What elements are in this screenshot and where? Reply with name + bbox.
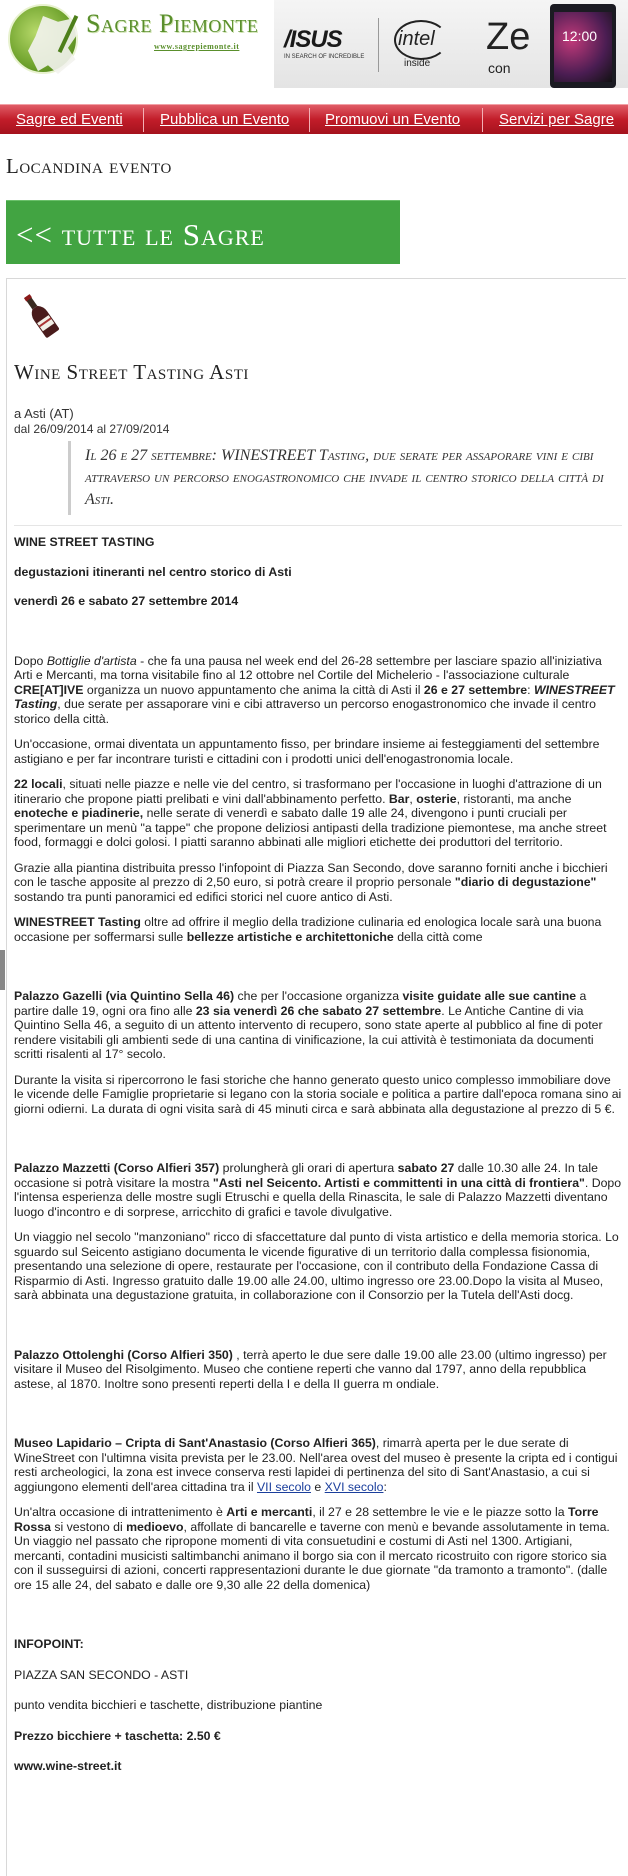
site-header bbox=[0, 0, 628, 92]
ad-con-text: con bbox=[488, 60, 511, 76]
ad-asus-tagline: IN SEARCH OF INCREDIBLE bbox=[284, 54, 365, 60]
event-website-link[interactable]: www.wine-street.it bbox=[14, 1759, 122, 1773]
site-logo-icon[interactable] bbox=[8, 4, 78, 74]
main-nav bbox=[0, 104, 628, 134]
paragraph-bellezze: WINESTREET Tasting oltre ad offrire il meglio della tradizione culinaria ed enologica locale sarà una buona occasione per soffermarsi sulle bellezze artistiche e architettoniche della città come bbox=[14, 915, 602, 944]
paragraph-locali: 22 locali, situati nelle piazze e nelle vie del centro, si trasformano per l'occasione in luoghi d'attrazione di un itinerario che propone piatti prelibati e vini dall'abbinamento perfetto. Bar, osterie, ristoranti, ma anche enoteche e piadinerie, nelle serate di venerdì e sabato dalle 19 alle 24, divengono i punti cruciali per sperimentare un menù "a tappe" che propone deliziosi antipasti della tradizione piemontese, ma anche street food, formaggi e dolci golosi. I piatti saranno abbinati alle migliori etichette dei produttori del territorio. bbox=[14, 777, 607, 849]
paragraph-palazzo-mazzetti: Palazzo Mazzetti (Corso Alfieri 357) prolungherà gli orari di apertura sabato 27 dalle 10.30 alle 24. In tale occasione si potrà visitare la mostra "Asti nel Seicento. Artisti e committenti in una città di frontiera". Dopo l'intensa esperienza delle mostre sugli Etruschi e quella della Rinascita, le sale di Palazzo Mazzetti diventano luogo d'incontro e di sorprese, arricchito di grafici e tavole divulgative. bbox=[14, 1161, 622, 1219]
ad-asus-logo: /ISUS bbox=[284, 26, 342, 53]
nav-item-sagre[interactable]: Sagre ed Eventi bbox=[16, 111, 123, 128]
paragraph-piantina: Grazie alla piantina distribuita presso l'infopoint di Piazza San Secondo, dove saranno forniti anche i bicchieri con le tasche apposite al prezzo di 2,50 euro, si potrà creare il proprio personale "diario di degustazione" sostando tra punti panoramici ed edifici storici nel cuore antico di Asti. bbox=[14, 860, 608, 904]
paragraph-museo-lapidario: Museo Lapidario – Cripta di Sant'Anastasio (Corso Alfieri 365), rimarrà aperta per le due serate di WineStreet con l'ultimna visita prevista per le 23.00. Nell'area ovest del museo è presente la cripta ed i contigui resti archeologici, la zona est invece conserva resti lapidei di pertinenza del sito di Sant'Anastasio, a cui si aggiungono elementi dell'area cittadina tra il VII secolo e XVI secolo: bbox=[14, 1436, 618, 1494]
paragraph-visita: Durante la visita si ripercorrono le fasi storiche che hanno generato questo unico complesso immobiliare dove le vicende delle Famiglie proprietarie si legano con la storia sociale e politica a partire dall'epoca romana sino ai giorni odierni. La durata di ogni visita sarà di 45 minuti circa e sarà abbinata alla degustazione al prezzo di 5 €. bbox=[14, 1072, 622, 1116]
paragraph-arti-mercanti: Un'altra occasione di intrattenimento è Arti e mercanti, il 27 e 28 settembre le vie e le piazze sotto la Torre Rossa si vestono di medioevo, affollate di bancarelle e taverne con menù e bevande assolutamente in tema. Un viaggio nel passato che ripropone momenti di vita consuetudini e costumi di Asti nel 1300. Artigiani, mercanti, contadini musicisti saltimbanchi animano il borgo sia con il mercato ricostruito con rigore storico sia con il susseguirsi di azioni, concerti rappresentazioni durante le due giornate "da tramonto a tramonto". (dalle ore 15 alle 24, del sabato e dalle ore 9,30 alle 22 della domenica) bbox=[14, 1505, 610, 1592]
banner-ad[interactable] bbox=[274, 0, 628, 88]
ad-divider bbox=[378, 18, 379, 72]
paragraph-palazzo-gazelli: Palazzo Gazelli (via Quintino Sella 46) che per l'occasione organizza visite guidate alle sue cantine a partire dalle 19, ogni ora fino alle 23 sia venerdì 26 che sabato 27 settembre. Le Antiche Cantine di via Quintino Sella 46, a seguito di un attento intervento di recupero, sono state aperte al pubblico al fine di poter rendere visitabili gli ambienti sede di una cantina di vinificazione, la cui attività è testimoniata da documenti scritti risalenti al 17° secolo. bbox=[14, 989, 603, 1061]
site-url-link[interactable]: www.sagrepiemonte.it bbox=[154, 42, 240, 51]
paragraph-seicento: Un viaggio nel secolo "manzoniano" ricco di sfaccettature dal punto di vista artistico e della memoria storica. Lo sguardo sul Seicento astigiano documenta le vicende figurative di un territorio dalla complessa fisionomia, presentando una selezione di opere, restaurate per l'occasione, con il contributo della Fondazione Cassa di Risparmio di Asti. Ingresso gratuito dalle 19.00 alle 24.00, ultimo ingresso ore 23.00.Dopo la visita al Museo, sarà abbinata una degustazione gratuita, in collaborazione con il Consorzio per la Tutela dell'Asti docg. bbox=[14, 1230, 619, 1302]
nav-separator bbox=[482, 108, 483, 132]
event-location: a Asti (AT) bbox=[14, 406, 74, 421]
ad-intel-logo: intel bbox=[398, 28, 435, 50]
nav-separator bbox=[309, 108, 310, 132]
wine-bottle-icon bbox=[20, 290, 60, 340]
infopoint-description: punto vendita bicchieri e taschette, distribuzione piantine bbox=[14, 1698, 323, 1712]
smartphone-icon bbox=[550, 4, 616, 88]
ad-intel-inside: inside bbox=[404, 58, 431, 69]
heading-dates: venerdì 26 e sabato 27 settembre 2014 bbox=[14, 594, 239, 608]
nav-item-pubblica[interactable]: Pubblica un Evento bbox=[160, 111, 290, 128]
ad-phone-clock: 12:00 bbox=[562, 28, 598, 44]
link-xvi-secolo[interactable]: XVI secolo bbox=[324, 1479, 384, 1494]
site-name[interactable]: Sagre Piemonte bbox=[86, 9, 259, 38]
infopoint-place: PIAZZA SAN SECONDO - ASTI bbox=[14, 1667, 189, 1682]
infopoint-price: Prezzo bicchiere + taschetta: 2.50 € bbox=[14, 1728, 221, 1743]
event-title: Wine Street Tasting Asti bbox=[14, 360, 249, 384]
paragraph-intro: Dopo Bottiglie d'artista - che fa una pausa nel week end del 26-28 settembre per lasciare spazio all'iniziativa Arti e Mercanti, ma torna visitabile fino al 12 ottobre nel Cortile del Michelerio - l'associazione culturale CRE[AT]IVE organizza un nuovo appuntamento che anima la città di Asti il 26 e 27 settembre: WINESTREET Tasting, due serate per assaporare vini e cibi attraverso un percorso enogastronomico che invade il centro storico della città. bbox=[14, 653, 615, 726]
event-description bbox=[14, 535, 622, 1785]
page-title: Locandina evento bbox=[6, 154, 172, 178]
ad-zen-text: Ze bbox=[486, 16, 531, 58]
nav-separator bbox=[143, 108, 144, 132]
divider bbox=[14, 525, 622, 526]
heading-wine-street: WINE STREET TASTING bbox=[14, 535, 155, 549]
link-vii-secolo[interactable]: VII secolo bbox=[256, 1479, 311, 1494]
event-summary-quote: Il 26 e 27 settembre: WINESTREET Tasting, due serate per assaporare vini e cibi attraverso un percorso enogastronomico che invade il centro storico della città di Asti. bbox=[68, 441, 616, 515]
nav-item-promuovi[interactable]: Promuovi un Evento bbox=[325, 111, 461, 128]
nav-item-servizi[interactable]: Servizi per Sagre bbox=[499, 111, 615, 128]
back-to-sagre-button[interactable]: << tutte le Sagre bbox=[6, 200, 400, 264]
side-scroll-tab[interactable] bbox=[0, 950, 5, 990]
infopoint-title: INFOPOINT: bbox=[14, 1637, 84, 1651]
paragraph-occasione: Un'occasione, ormai diventata un appuntamento fisso, per brindare insieme ai festeggiamenti del settembre astigiano e per far incontrare turisti e cittadini con i prodotti unici dell'enogastronomia locale. bbox=[14, 737, 600, 766]
event-dates: dal 26/09/2014 al 27/09/2014 bbox=[14, 422, 170, 436]
heading-degustazioni: degustazioni itineranti nel centro storico di Asti bbox=[14, 564, 292, 579]
paragraph-palazzo-ottolenghi: Palazzo Ottolenghi (Corso Alfieri 350) , terrà aperto le due sere dalle 19.00 alle 23.00 (ultimo ingresso) per visitare il Museo del Risolgimento. Museo che contiene reperti che vanno dal 1797, anno della repubblica astese, al 1870. Inoltre sono presenti reperti della I e della II guerra m ondiale. bbox=[14, 1347, 607, 1391]
